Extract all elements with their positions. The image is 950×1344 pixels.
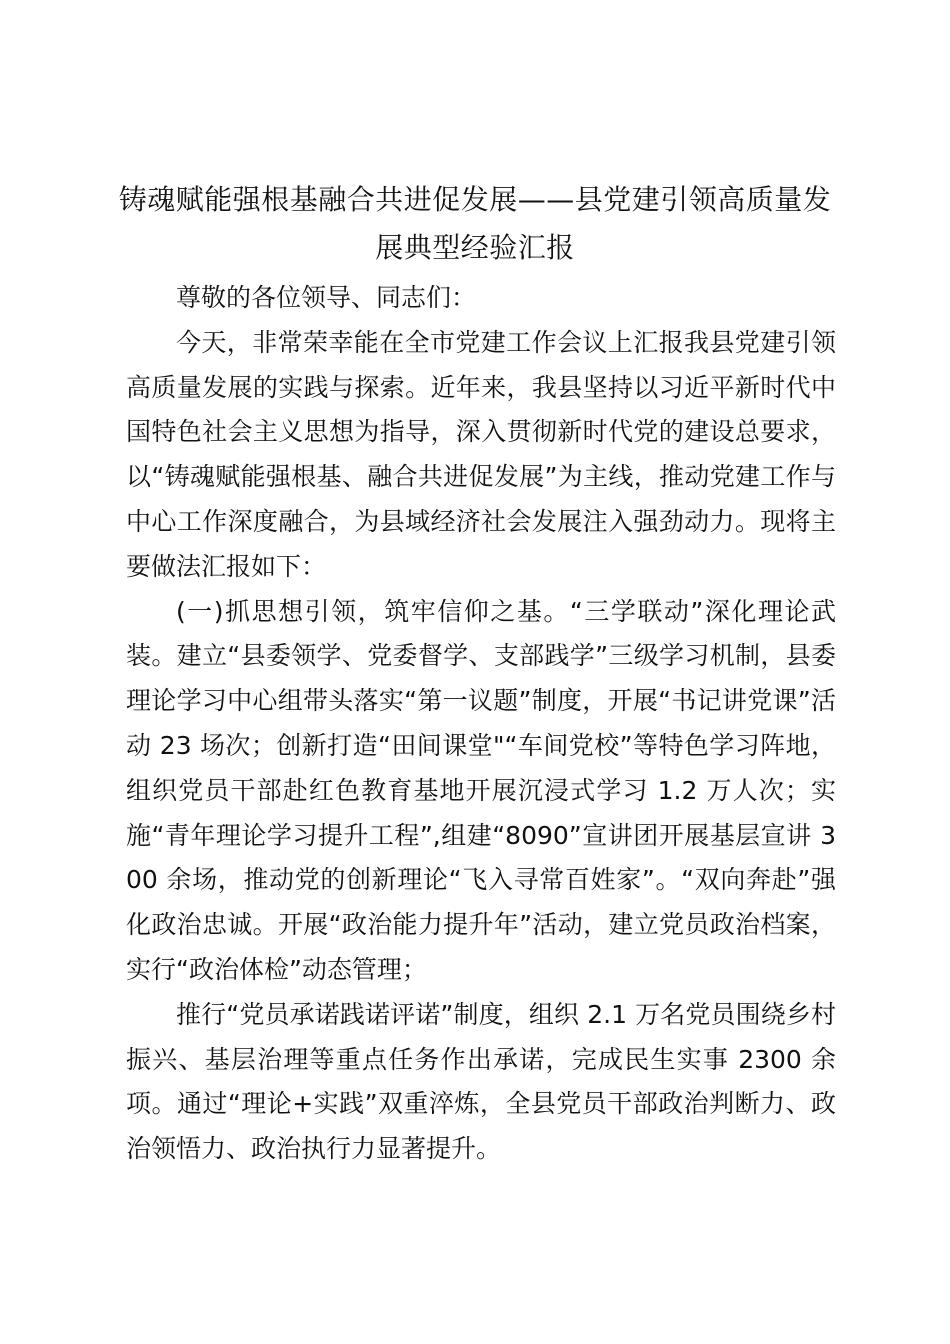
- document-title: 铸魂赋能强根基融合共进促发展——县党建引领高质量发展典型经验汇报: [118, 183, 832, 264]
- salutation: 尊敬的各位领导、同志们：: [176, 283, 477, 312]
- paragraph-section-1-continued: 推行“党员承诺践诺评诺”制度，组织 2.1 万名党员围绕乡村振兴、基层治理等重点任务作出承诺，完成民生实事 2300 余项。通过“理论+实践”双重淬炼，全县党员干部政治判断力、政治领悟力、政治执行力显著提升。: [126, 999, 836, 1164]
- document-body: [126, 276, 836, 1172]
- paragraph-intro: 今天，非常荣幸能在全市党建工作会议上汇报我县党建引领高质量发展的实践与探索。近年来，我县坚持以习近平新时代中国特色社会主义思想为指导，深入贯彻新时代党的建设总要求，以“铸魂赋能强根基、融合共进促发展”为主线，推动党建工作与中心工作深度融合，为县域经济社会发展注入强劲动力。现将主要做法汇报如下：: [126, 327, 836, 581]
- paragraph-section-1: (一)抓思想引领，筑牢信仰之基。“三学联动”深化理论武装。建立“县委领学、党委督学、支部践学”三级学习机制，县委理论学习中心组带头落实“第一议题”制度，开展“书记讲党课”活动 23 场次；创新打造“田间课堂"“车间党校”等特色学习阵地，组织党员干部赴红色教育基地开展沉浸式学习 1.2 万人次；实施“青年理论学习提升工程”,组建“8090”宣讲团开展基层宣讲 300 余场，推动党的创新理论“飞入寻常百姓家”。“双向奔赴”强化政治忠诚。开展“政治能力提升年”活动，建立党员政治档案，实行“政治体检”动态管理；: [126, 596, 836, 984]
